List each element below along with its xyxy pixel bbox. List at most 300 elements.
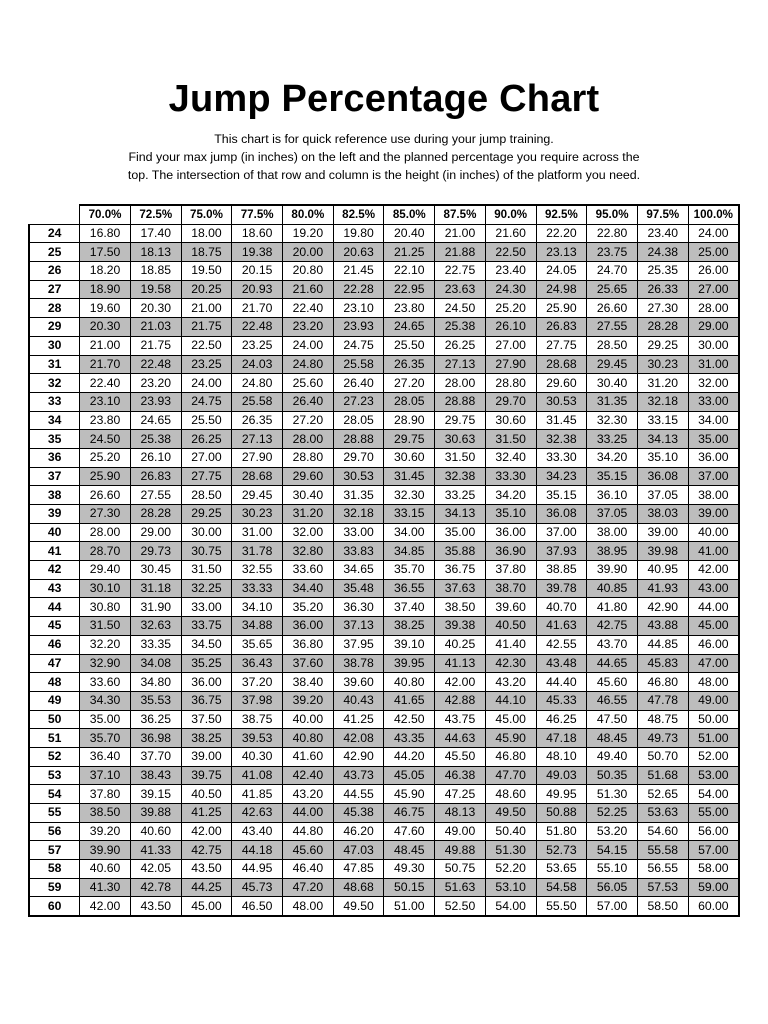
table-cell: 27.20 bbox=[384, 374, 435, 393]
table-cell: 21.60 bbox=[283, 280, 334, 299]
table-cell: 24.30 bbox=[485, 280, 536, 299]
table-cell: 44.10 bbox=[485, 691, 536, 710]
table-cell: 39.98 bbox=[637, 542, 688, 561]
table-cell: 52.25 bbox=[587, 804, 638, 823]
table-cell: 47.00 bbox=[688, 654, 739, 673]
table-cell: 23.93 bbox=[333, 318, 384, 337]
row-header-max-jump: 49 bbox=[29, 691, 80, 710]
table-cell: 49.73 bbox=[637, 729, 688, 748]
table-cell: 39.20 bbox=[283, 691, 334, 710]
table-cell: 38.70 bbox=[485, 579, 536, 598]
table-cell: 40.25 bbox=[435, 635, 486, 654]
table-cell: 44.40 bbox=[536, 673, 587, 692]
table-cell: 21.00 bbox=[435, 224, 486, 243]
table-cell: 45.38 bbox=[333, 804, 384, 823]
table-row bbox=[29, 635, 739, 654]
table-cell: 50.15 bbox=[384, 878, 435, 897]
table-row bbox=[29, 579, 739, 598]
table-row bbox=[29, 804, 739, 823]
table-cell: 44.55 bbox=[333, 785, 384, 804]
row-header-max-jump: 51 bbox=[29, 729, 80, 748]
column-header: 80.0% bbox=[283, 205, 334, 224]
table-cell: 38.75 bbox=[232, 710, 283, 729]
table-cell: 23.40 bbox=[485, 262, 536, 281]
table-cell: 43.50 bbox=[130, 897, 181, 916]
row-header-max-jump: 39 bbox=[29, 505, 80, 524]
subtitle-line-3: top. The intersection of that row and column is the height (in inches) of the platform you need. bbox=[127, 168, 641, 182]
table-cell: 36.98 bbox=[130, 729, 181, 748]
table-cell: 45.90 bbox=[485, 729, 536, 748]
table-cell: 39.20 bbox=[80, 822, 131, 841]
table-cell: 33.00 bbox=[688, 392, 739, 411]
table-cell: 51.80 bbox=[536, 822, 587, 841]
table-row bbox=[29, 897, 739, 916]
table-cell: 31.20 bbox=[283, 505, 334, 524]
table-cell: 42.00 bbox=[435, 673, 486, 692]
table-cell: 26.40 bbox=[283, 392, 334, 411]
table-cell: 25.20 bbox=[485, 299, 536, 318]
table-cell: 51.63 bbox=[435, 878, 486, 897]
table-cell: 18.75 bbox=[181, 243, 232, 262]
table-cell: 53.20 bbox=[587, 822, 638, 841]
table-cell: 43.48 bbox=[536, 654, 587, 673]
table-cell: 25.50 bbox=[181, 411, 232, 430]
table-cell: 57.00 bbox=[688, 841, 739, 860]
table-cell: 39.00 bbox=[181, 747, 232, 766]
table-row bbox=[29, 654, 739, 673]
table-cell: 32.80 bbox=[283, 542, 334, 561]
table-cell: 38.50 bbox=[80, 804, 131, 823]
table-cell: 41.60 bbox=[283, 747, 334, 766]
table-cell: 43.70 bbox=[587, 635, 638, 654]
table-cell: 26.10 bbox=[485, 318, 536, 337]
table-cell: 34.85 bbox=[384, 542, 435, 561]
table-cell: 38.95 bbox=[587, 542, 638, 561]
table-cell: 47.78 bbox=[637, 691, 688, 710]
table-row bbox=[29, 710, 739, 729]
table-cell: 23.20 bbox=[130, 374, 181, 393]
jump-percentage-table bbox=[28, 204, 740, 917]
table-cell: 20.30 bbox=[80, 318, 131, 337]
table-cell: 32.90 bbox=[80, 654, 131, 673]
table-cell: 32.18 bbox=[637, 392, 688, 411]
table-cell: 47.50 bbox=[587, 710, 638, 729]
table-cell: 30.00 bbox=[181, 523, 232, 542]
table-cell: 24.00 bbox=[688, 224, 739, 243]
row-header-max-jump: 35 bbox=[29, 430, 80, 449]
table-cell: 27.30 bbox=[80, 505, 131, 524]
table-cell: 19.60 bbox=[80, 299, 131, 318]
table-cell: 46.55 bbox=[587, 691, 638, 710]
table-cell: 49.88 bbox=[435, 841, 486, 860]
table-cell: 45.73 bbox=[232, 878, 283, 897]
table-cell: 23.13 bbox=[536, 243, 587, 262]
table-cell: 51.30 bbox=[485, 841, 536, 860]
table-cell: 29.25 bbox=[181, 505, 232, 524]
table-cell: 37.00 bbox=[536, 523, 587, 542]
table-cell: 38.25 bbox=[181, 729, 232, 748]
table-cell: 33.35 bbox=[130, 635, 181, 654]
table-cell: 44.25 bbox=[181, 878, 232, 897]
table-cell: 38.43 bbox=[130, 766, 181, 785]
table-cell: 25.90 bbox=[536, 299, 587, 318]
table-cell: 53.00 bbox=[688, 766, 739, 785]
table-cell: 41.25 bbox=[333, 710, 384, 729]
table-cell: 34.88 bbox=[232, 617, 283, 636]
table-cell: 35.48 bbox=[333, 579, 384, 598]
table-cell: 50.75 bbox=[435, 860, 486, 879]
row-header-max-jump: 46 bbox=[29, 635, 80, 654]
table-cell: 31.50 bbox=[80, 617, 131, 636]
table-cell: 28.50 bbox=[587, 336, 638, 355]
table-cell: 49.50 bbox=[333, 897, 384, 916]
table-cell: 58.50 bbox=[637, 897, 688, 916]
table-cell: 37.50 bbox=[181, 710, 232, 729]
table-cell: 48.45 bbox=[587, 729, 638, 748]
table-cell: 37.13 bbox=[333, 617, 384, 636]
table-cell: 19.20 bbox=[283, 224, 334, 243]
table-cell: 59.00 bbox=[688, 878, 739, 897]
table-cell: 29.70 bbox=[333, 448, 384, 467]
table-cell: 40.43 bbox=[333, 691, 384, 710]
table-cell: 23.80 bbox=[80, 411, 131, 430]
column-header: 97.5% bbox=[637, 205, 688, 224]
table-cell: 56.05 bbox=[587, 878, 638, 897]
table-cell: 41.08 bbox=[232, 766, 283, 785]
table-cell: 22.50 bbox=[485, 243, 536, 262]
table-cell: 48.10 bbox=[536, 747, 587, 766]
table-cell: 28.88 bbox=[333, 430, 384, 449]
table-cell: 35.00 bbox=[435, 523, 486, 542]
table-cell: 32.18 bbox=[333, 505, 384, 524]
table-cell: 54.15 bbox=[587, 841, 638, 860]
table-cell: 36.75 bbox=[181, 691, 232, 710]
table-row bbox=[29, 224, 739, 243]
table-cell: 30.80 bbox=[80, 598, 131, 617]
table-cell: 50.88 bbox=[536, 804, 587, 823]
table-cell: 24.38 bbox=[637, 243, 688, 262]
row-header-max-jump: 41 bbox=[29, 542, 80, 561]
table-cell: 31.00 bbox=[688, 355, 739, 374]
table-cell: 21.70 bbox=[80, 355, 131, 374]
table-cell: 35.00 bbox=[80, 710, 131, 729]
table-row bbox=[29, 355, 739, 374]
table-cell: 31.35 bbox=[333, 486, 384, 505]
table-cell: 44.20 bbox=[384, 747, 435, 766]
table-cell: 28.88 bbox=[435, 392, 486, 411]
table-cell: 35.25 bbox=[181, 654, 232, 673]
row-header-max-jump: 52 bbox=[29, 747, 80, 766]
table-cell: 55.50 bbox=[536, 897, 587, 916]
table-cell: 36.08 bbox=[637, 467, 688, 486]
table-cell: 26.10 bbox=[130, 448, 181, 467]
table-cell: 36.75 bbox=[435, 561, 486, 580]
table-cell: 48.00 bbox=[688, 673, 739, 692]
table-cell: 37.10 bbox=[80, 766, 131, 785]
table-cell: 44.18 bbox=[232, 841, 283, 860]
row-header-max-jump: 47 bbox=[29, 654, 80, 673]
table-cell: 40.80 bbox=[283, 729, 334, 748]
row-header-max-jump: 57 bbox=[29, 841, 80, 860]
table-cell: 35.10 bbox=[485, 505, 536, 524]
table-cell: 26.60 bbox=[587, 299, 638, 318]
table-cell: 47.70 bbox=[485, 766, 536, 785]
table-cell: 37.60 bbox=[283, 654, 334, 673]
table-cell: 34.13 bbox=[637, 430, 688, 449]
table-cell: 27.30 bbox=[637, 299, 688, 318]
table-cell: 32.40 bbox=[485, 448, 536, 467]
table-cell: 20.15 bbox=[232, 262, 283, 281]
table-cell: 53.65 bbox=[536, 860, 587, 879]
table-cell: 51.68 bbox=[637, 766, 688, 785]
table-cell: 56.55 bbox=[637, 860, 688, 879]
table-cell: 20.40 bbox=[384, 224, 435, 243]
table-cell: 24.75 bbox=[181, 392, 232, 411]
table-cell: 32.63 bbox=[130, 617, 181, 636]
table-cell: 30.23 bbox=[232, 505, 283, 524]
table-cell: 33.00 bbox=[333, 523, 384, 542]
table-cell: 54.60 bbox=[637, 822, 688, 841]
column-header: 72.5% bbox=[130, 205, 181, 224]
table-cell: 39.38 bbox=[435, 617, 486, 636]
table-cell: 31.78 bbox=[232, 542, 283, 561]
table-cell: 40.50 bbox=[181, 785, 232, 804]
table-cell: 22.40 bbox=[283, 299, 334, 318]
table-cell: 24.00 bbox=[283, 336, 334, 355]
table-cell: 39.53 bbox=[232, 729, 283, 748]
table-cell: 55.10 bbox=[587, 860, 638, 879]
column-header: 70.0% bbox=[80, 205, 131, 224]
table-cell: 30.23 bbox=[637, 355, 688, 374]
table-row bbox=[29, 318, 739, 337]
table-cell: 27.13 bbox=[435, 355, 486, 374]
table-cell: 24.98 bbox=[536, 280, 587, 299]
table-cell: 42.50 bbox=[384, 710, 435, 729]
table-cell: 36.00 bbox=[688, 448, 739, 467]
table-cell: 37.00 bbox=[688, 467, 739, 486]
table-cell: 41.80 bbox=[587, 598, 638, 617]
table-cell: 22.48 bbox=[130, 355, 181, 374]
table-cell: 27.20 bbox=[283, 411, 334, 430]
table-cell: 37.05 bbox=[587, 505, 638, 524]
table-cell: 34.20 bbox=[587, 448, 638, 467]
row-header-max-jump: 24 bbox=[29, 224, 80, 243]
table-cell: 29.25 bbox=[637, 336, 688, 355]
table-row bbox=[29, 766, 739, 785]
table-cell: 45.00 bbox=[181, 897, 232, 916]
table-cell: 28.00 bbox=[283, 430, 334, 449]
table-cell: 37.20 bbox=[232, 673, 283, 692]
page-title: Jump Percentage Chart bbox=[168, 78, 600, 120]
table-cell: 52.50 bbox=[435, 897, 486, 916]
table-cell: 45.90 bbox=[384, 785, 435, 804]
table-cell: 41.40 bbox=[485, 635, 536, 654]
table-cell: 26.25 bbox=[435, 336, 486, 355]
table-cell: 20.00 bbox=[283, 243, 334, 262]
table-cell: 28.68 bbox=[536, 355, 587, 374]
table-cell: 43.00 bbox=[688, 579, 739, 598]
table-cell: 23.25 bbox=[232, 336, 283, 355]
table-cell: 22.95 bbox=[384, 280, 435, 299]
row-header-max-jump: 53 bbox=[29, 766, 80, 785]
column-header: 90.0% bbox=[485, 205, 536, 224]
table-cell: 25.58 bbox=[232, 392, 283, 411]
table-cell: 37.63 bbox=[435, 579, 486, 598]
table-cell: 46.50 bbox=[232, 897, 283, 916]
table-cell: 36.25 bbox=[130, 710, 181, 729]
table-cell: 31.20 bbox=[637, 374, 688, 393]
table-row bbox=[29, 729, 739, 748]
table-cell: 52.65 bbox=[637, 785, 688, 804]
table-cell: 30.53 bbox=[333, 467, 384, 486]
table-cell: 50.70 bbox=[637, 747, 688, 766]
table-cell: 27.23 bbox=[333, 392, 384, 411]
table-row bbox=[29, 430, 739, 449]
table-cell: 37.70 bbox=[130, 747, 181, 766]
row-header-max-jump: 44 bbox=[29, 598, 80, 617]
table-cell: 45.50 bbox=[435, 747, 486, 766]
table-cell: 41.33 bbox=[130, 841, 181, 860]
table-cell: 36.30 bbox=[333, 598, 384, 617]
table-cell: 42.40 bbox=[283, 766, 334, 785]
table-cell: 48.13 bbox=[435, 804, 486, 823]
table-cell: 44.00 bbox=[688, 598, 739, 617]
table-cell: 40.00 bbox=[688, 523, 739, 542]
table-cell: 54.00 bbox=[688, 785, 739, 804]
row-header-max-jump: 50 bbox=[29, 710, 80, 729]
table-cell: 27.00 bbox=[688, 280, 739, 299]
table-cell: 39.90 bbox=[587, 561, 638, 580]
column-header: 100.0% bbox=[688, 205, 739, 224]
table-cell: 30.00 bbox=[688, 336, 739, 355]
table-cell: 32.20 bbox=[80, 635, 131, 654]
table-cell: 37.40 bbox=[384, 598, 435, 617]
table-row bbox=[29, 280, 739, 299]
row-header-max-jump: 54 bbox=[29, 785, 80, 804]
table-cell: 20.93 bbox=[232, 280, 283, 299]
table-cell: 52.73 bbox=[536, 841, 587, 860]
table-cell: 36.00 bbox=[485, 523, 536, 542]
row-header-max-jump: 25 bbox=[29, 243, 80, 262]
table-cell: 35.15 bbox=[587, 467, 638, 486]
table-cell: 29.00 bbox=[130, 523, 181, 542]
table-cell: 48.68 bbox=[333, 878, 384, 897]
table-cell: 39.90 bbox=[80, 841, 131, 860]
table-cell: 43.35 bbox=[384, 729, 435, 748]
table-body bbox=[29, 224, 739, 916]
table-cell: 32.25 bbox=[181, 579, 232, 598]
table-cell: 37.95 bbox=[333, 635, 384, 654]
table-cell: 42.05 bbox=[130, 860, 181, 879]
table-cell: 30.60 bbox=[485, 411, 536, 430]
table-cell: 21.00 bbox=[80, 336, 131, 355]
table-cell: 28.00 bbox=[80, 523, 131, 542]
table-cell: 35.00 bbox=[688, 430, 739, 449]
table-row bbox=[29, 243, 739, 262]
table-cell: 30.40 bbox=[587, 374, 638, 393]
table-cell: 29.45 bbox=[232, 486, 283, 505]
table-cell: 47.25 bbox=[435, 785, 486, 804]
table-cell: 35.65 bbox=[232, 635, 283, 654]
table-cell: 45.00 bbox=[485, 710, 536, 729]
table-cell: 41.65 bbox=[384, 691, 435, 710]
table-cell: 42.90 bbox=[333, 747, 384, 766]
table-cell: 23.10 bbox=[80, 392, 131, 411]
row-header-max-jump: 26 bbox=[29, 262, 80, 281]
table-cell: 22.20 bbox=[536, 224, 587, 243]
table-cell: 33.75 bbox=[181, 617, 232, 636]
table-cell: 29.40 bbox=[80, 561, 131, 580]
table-cell: 21.75 bbox=[181, 318, 232, 337]
table-row bbox=[29, 598, 739, 617]
table-cell: 34.30 bbox=[80, 691, 131, 710]
table-cell: 23.63 bbox=[435, 280, 486, 299]
table-cell: 39.10 bbox=[384, 635, 435, 654]
table-cell: 36.40 bbox=[80, 747, 131, 766]
table-cell: 40.30 bbox=[232, 747, 283, 766]
table-cell: 44.95 bbox=[232, 860, 283, 879]
table-cell: 22.28 bbox=[333, 280, 384, 299]
table-cell: 39.75 bbox=[181, 766, 232, 785]
column-header: 87.5% bbox=[435, 205, 486, 224]
table-cell: 36.80 bbox=[283, 635, 334, 654]
row-header-max-jump: 32 bbox=[29, 374, 80, 393]
table-cell: 26.40 bbox=[333, 374, 384, 393]
table-cell: 19.80 bbox=[333, 224, 384, 243]
table-cell: 46.00 bbox=[688, 635, 739, 654]
table-cell: 24.50 bbox=[80, 430, 131, 449]
table-cell: 26.00 bbox=[688, 262, 739, 281]
table-cell: 42.55 bbox=[536, 635, 587, 654]
table-cell: 31.50 bbox=[435, 448, 486, 467]
table-cell: 57.00 bbox=[587, 897, 638, 916]
table-cell: 33.25 bbox=[587, 430, 638, 449]
table-cell: 36.55 bbox=[384, 579, 435, 598]
table-row bbox=[29, 542, 739, 561]
table-cell: 44.85 bbox=[637, 635, 688, 654]
table-cell: 40.85 bbox=[587, 579, 638, 598]
table-cell: 38.50 bbox=[435, 598, 486, 617]
column-header: 75.0% bbox=[181, 205, 232, 224]
table-cell: 32.38 bbox=[435, 467, 486, 486]
table-cell: 51.00 bbox=[384, 897, 435, 916]
table-cell: 45.00 bbox=[688, 617, 739, 636]
table-cell: 29.45 bbox=[587, 355, 638, 374]
table-cell: 55.58 bbox=[637, 841, 688, 860]
table-cell: 47.20 bbox=[283, 878, 334, 897]
table-cell: 34.50 bbox=[181, 635, 232, 654]
table-cell: 26.25 bbox=[181, 430, 232, 449]
table-cell: 24.65 bbox=[384, 318, 435, 337]
table-cell: 36.90 bbox=[485, 542, 536, 561]
table-cell: 24.80 bbox=[283, 355, 334, 374]
table-cell: 21.75 bbox=[130, 336, 181, 355]
table-cell: 42.90 bbox=[637, 598, 688, 617]
table-cell: 28.05 bbox=[333, 411, 384, 430]
table-cell: 42.30 bbox=[485, 654, 536, 673]
row-header-max-jump: 42 bbox=[29, 561, 80, 580]
table-row bbox=[29, 841, 739, 860]
table-cell: 39.60 bbox=[333, 673, 384, 692]
row-header-max-jump: 28 bbox=[29, 299, 80, 318]
row-header-max-jump: 60 bbox=[29, 897, 80, 916]
table-cell: 42.78 bbox=[130, 878, 181, 897]
table-cell: 51.30 bbox=[587, 785, 638, 804]
table-cell: 28.80 bbox=[283, 448, 334, 467]
table-cell: 42.63 bbox=[232, 804, 283, 823]
table-cell: 33.15 bbox=[637, 411, 688, 430]
table-cell: 35.70 bbox=[384, 561, 435, 580]
